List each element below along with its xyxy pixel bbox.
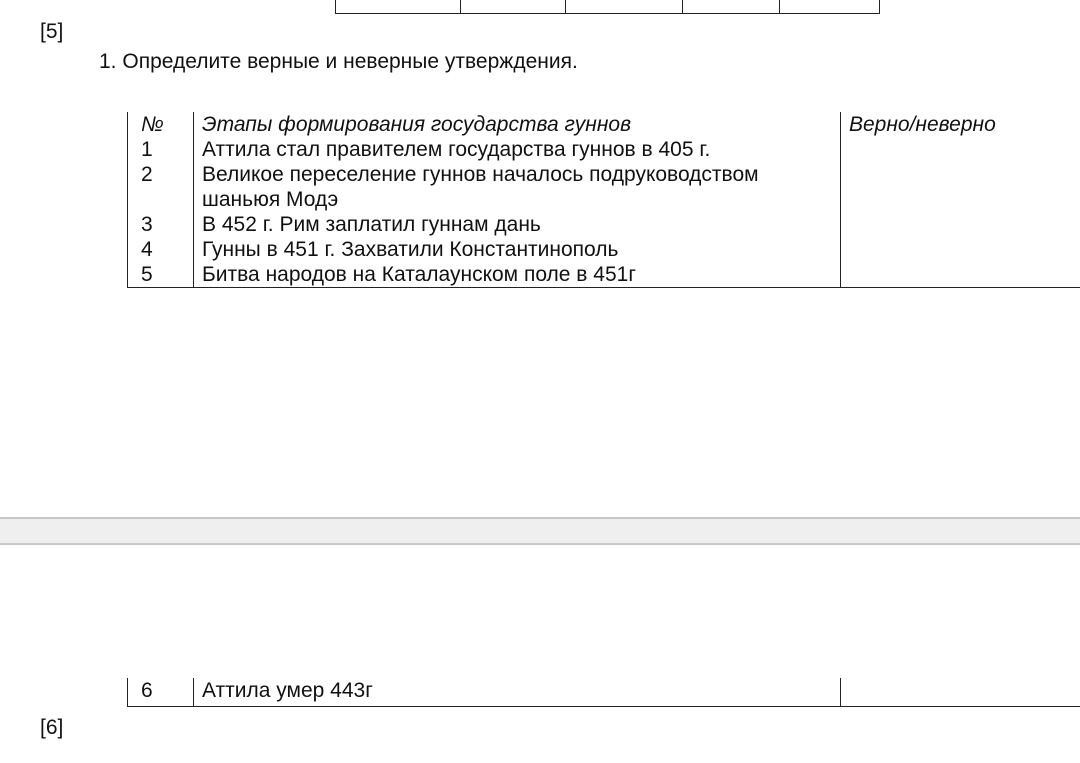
page-break-divider — [0, 517, 1080, 545]
header-stage: Этапы формирования государства гуннов — [194, 112, 841, 137]
score-mark-top: [5] — [40, 20, 64, 43]
previous-table-fragment — [335, 0, 880, 14]
task-number: 1. — [99, 50, 117, 73]
table-cell — [566, 0, 683, 14]
table-row — [128, 678, 1080, 707]
row-statement: Гунны в 451 г. Захватили Константинополь — [194, 237, 841, 262]
table-cell — [336, 0, 461, 14]
row-statement: Аттила умер 443г — [194, 678, 841, 707]
table-row — [128, 262, 1080, 288]
table-row — [128, 162, 1080, 212]
row-num: 5 — [128, 262, 194, 288]
table-header-row — [128, 112, 1080, 137]
statements-table-continued — [127, 678, 1080, 707]
table-cell — [780, 0, 880, 14]
answer-cell[interactable] — [841, 262, 1080, 288]
row-num: 3 — [128, 212, 194, 237]
table-row — [128, 212, 1080, 237]
table-cell — [683, 0, 780, 14]
answer-cell[interactable] — [841, 137, 1080, 162]
row-num: 2 — [128, 162, 194, 212]
row-num: 1 — [128, 137, 194, 162]
header-num: № — [128, 112, 194, 137]
score-mark-bottom: [6] — [40, 716, 64, 739]
statements-table — [127, 112, 1080, 288]
row-statement: Аттила стал правителем государства гуннов в 405 г. — [194, 137, 841, 162]
answer-cell[interactable] — [841, 678, 1080, 707]
table-cell — [461, 0, 566, 14]
answer-cell[interactable] — [841, 212, 1080, 237]
row-statement: Великое переселение гуннов началось подруководством шаньюя Модэ — [194, 162, 841, 212]
table-row — [128, 237, 1080, 262]
answer-cell[interactable] — [841, 237, 1080, 262]
row-num: 6 — [128, 678, 194, 707]
row-num: 4 — [128, 237, 194, 262]
task-instruction — [99, 50, 578, 74]
header-answer: Верно/неверно — [841, 112, 1080, 137]
table-row — [128, 137, 1080, 162]
row-statement: В 452 г. Рим заплатил гуннам дань — [194, 212, 841, 237]
row-statement: Битва народов на Каталаунском поле в 451г — [194, 262, 841, 288]
task-text: Определите верные и неверные утверждения. — [122, 50, 578, 73]
answer-cell[interactable] — [841, 162, 1080, 212]
table-row — [336, 0, 880, 14]
